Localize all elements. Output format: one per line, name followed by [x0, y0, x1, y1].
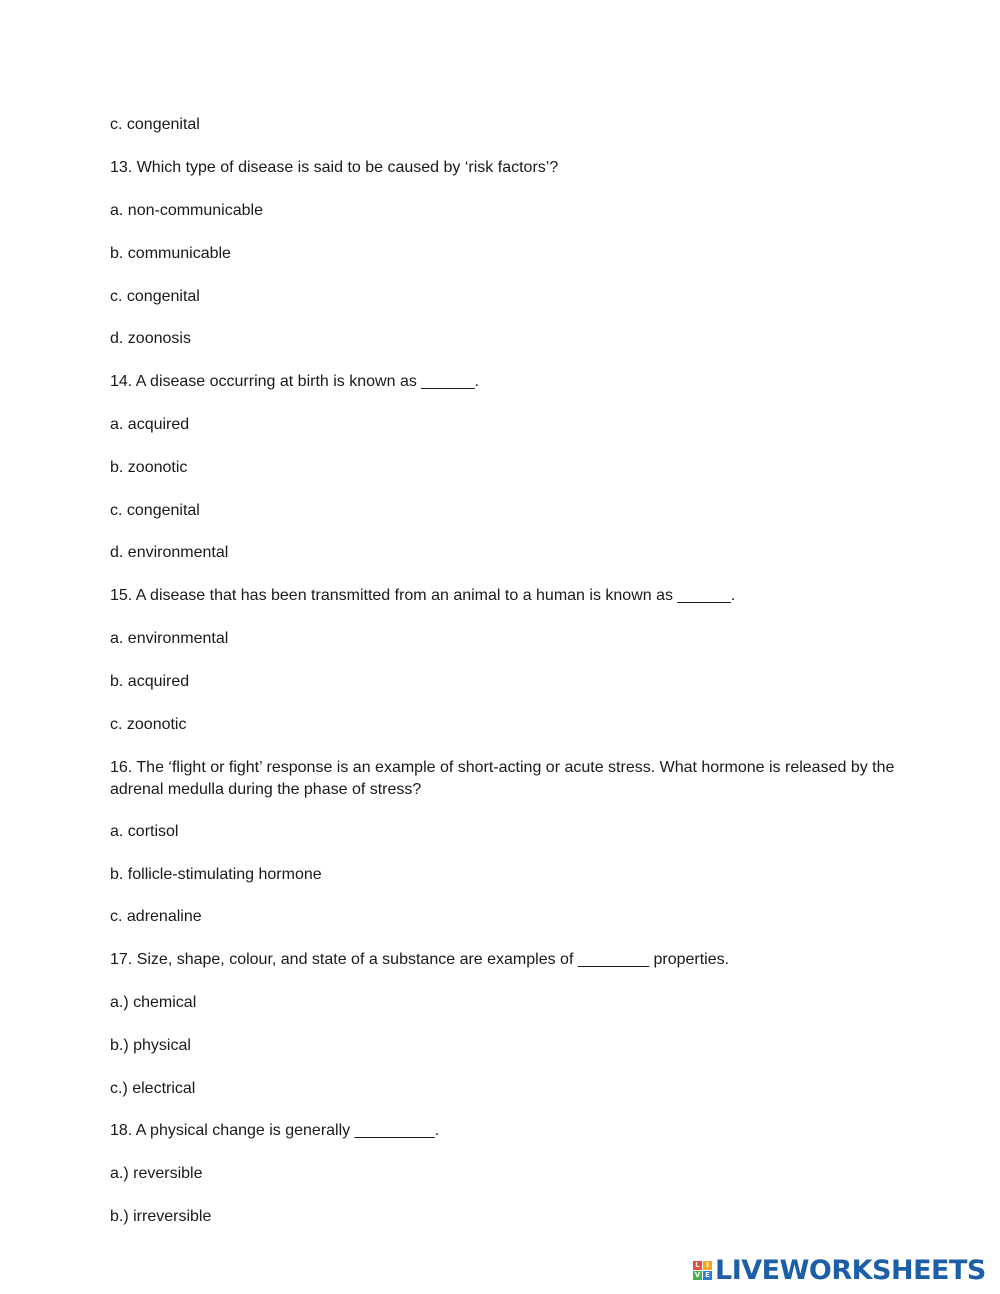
answer-option: b. follicle-stimulating hormone: [110, 866, 322, 883]
answer-option: c. congenital: [110, 288, 200, 305]
question-18: 18. A physical change is generally _________.: [110, 1122, 440, 1139]
answer-option: a. acquired: [110, 416, 190, 433]
liveworksheets-logo: [693, 1254, 986, 1286]
question-13: 13. Which type of disease is said to be caused by ‘risk factors’?: [110, 159, 559, 176]
answer-option: a. cortisol: [110, 823, 179, 840]
logo-mark-cell: V: [694, 1270, 701, 1279]
answer-option: b. communicable: [110, 245, 231, 262]
answer-option: b.) irreversible: [110, 1208, 212, 1225]
answer-option: a.) reversible: [110, 1165, 203, 1182]
answer-option: b. zoonotic: [110, 459, 188, 476]
question-14: 14. A disease occurring at birth is known as ______.: [110, 373, 480, 390]
question-16: 16. The ‘flight or fight’ response is an example of short-acting or acute stress. What hormone is released by the adrenal medulla during the phase of stress?: [110, 759, 895, 798]
answer-option: b.) physical: [110, 1037, 191, 1054]
logo-mark-cell: E: [703, 1271, 712, 1280]
question-17: 17. Size, shape, colour, and state of a substance are examples of ________ properties.: [110, 951, 730, 968]
answer-option: d. zoonosis: [110, 330, 191, 347]
answer-option: c. zoonotic: [110, 716, 187, 733]
logo-wordmark: LIVEWORKSHEETS: [715, 1254, 986, 1286]
answer-option: c. congenital: [110, 502, 200, 519]
answer-option: b. acquired: [110, 673, 190, 690]
answer-option: a. environmental: [110, 630, 229, 647]
liveworksheets-logo-icon: [693, 1261, 712, 1280]
answer-option: c. congenital: [110, 116, 200, 133]
answer-option: a.) chemical: [110, 994, 197, 1011]
answer-option: a. non-communicable: [110, 202, 263, 219]
logo-mark-cell: I: [703, 1261, 712, 1270]
answer-option: c.) electrical: [110, 1080, 196, 1097]
answer-option: c. adrenaline: [110, 908, 202, 925]
question-15: 15. A disease that has been transmitted from an animal to a human is known as ______.: [110, 587, 736, 604]
answer-option: d. environmental: [110, 544, 229, 561]
logo-mark-cell: L: [693, 1261, 702, 1270]
